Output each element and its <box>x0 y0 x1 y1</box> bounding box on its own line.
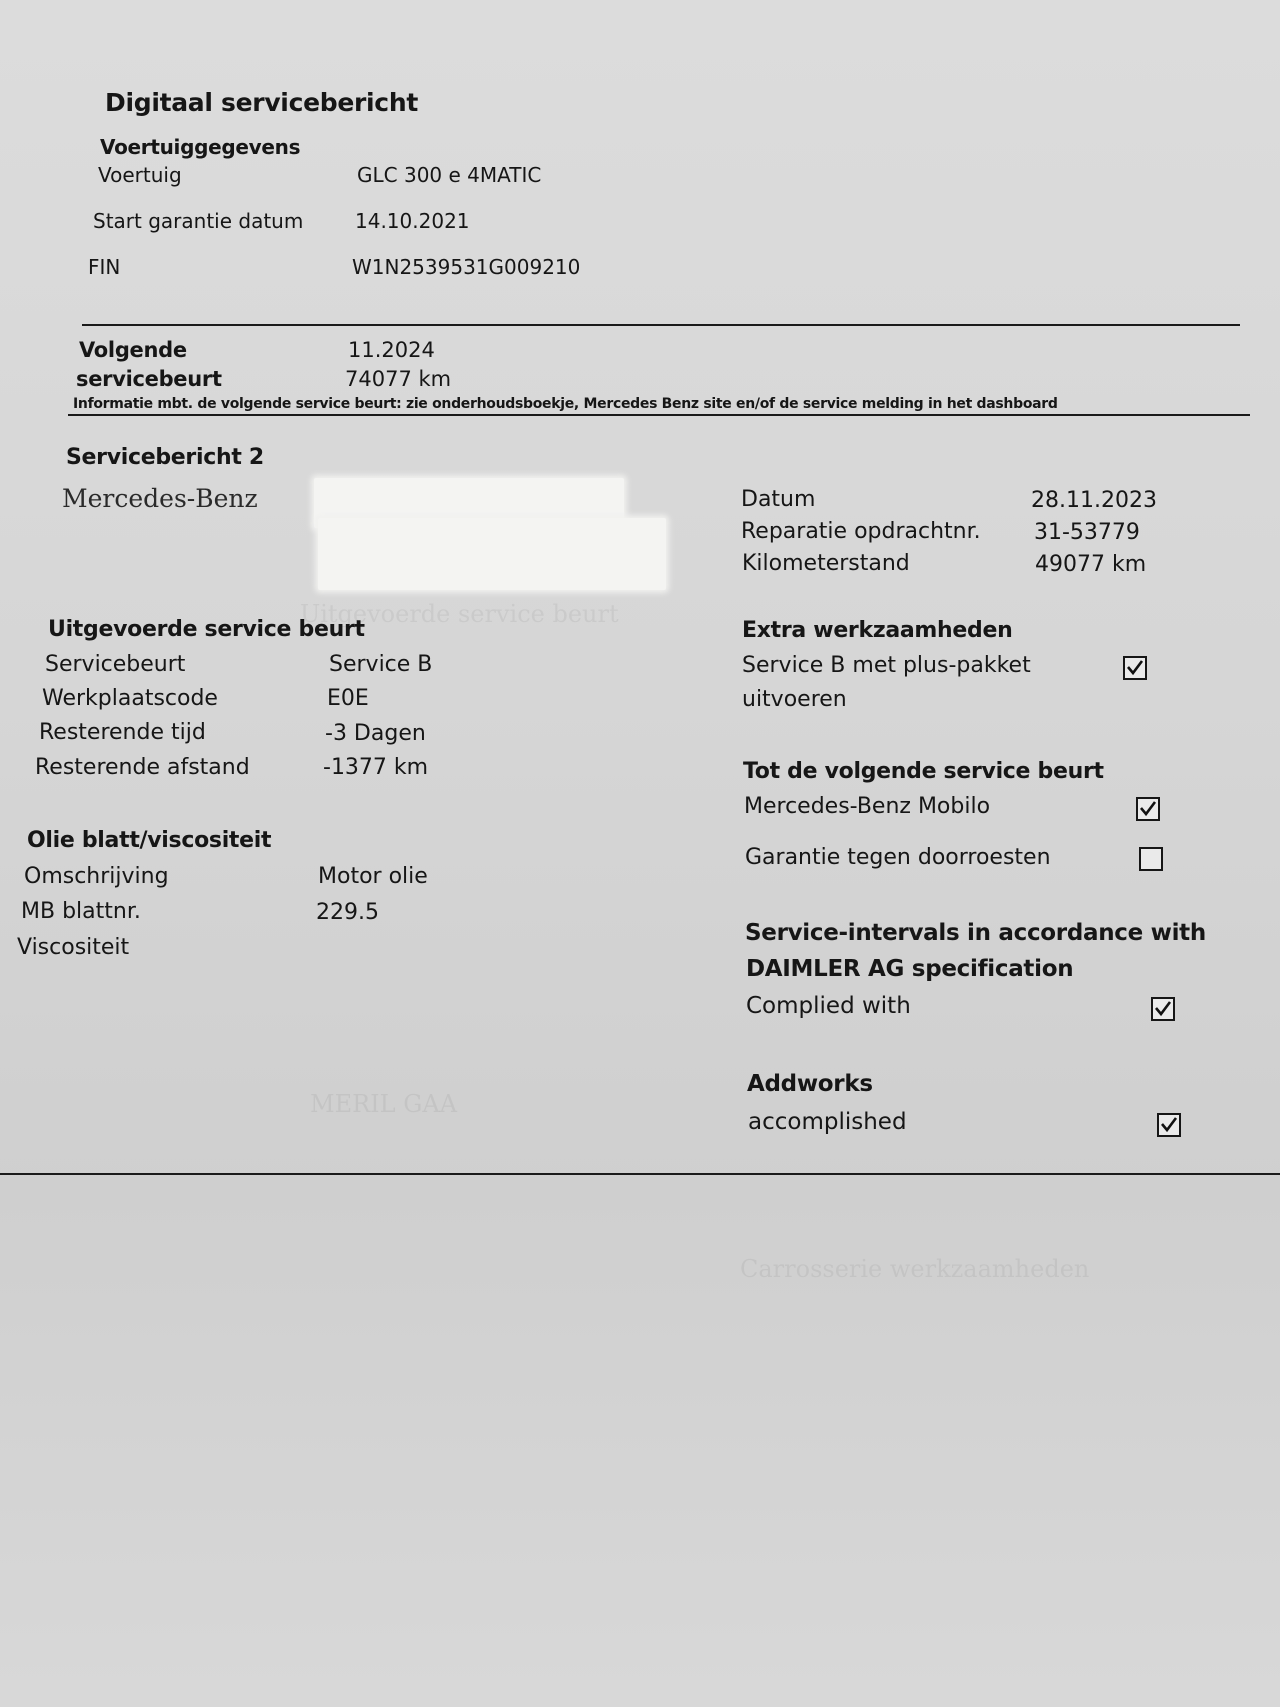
fin-label: FIN <box>88 255 121 279</box>
redacted-area <box>318 518 666 590</box>
fin-value: W1N2539531G009210 <box>352 255 581 279</box>
document-title: Digitaal servicebericht <box>105 88 418 117</box>
mobilo-label: Mercedes-Benz Mobilo <box>744 794 991 819</box>
divider <box>0 1173 1280 1175</box>
vehicle-section-title: Voertuiggegevens <box>100 135 301 159</box>
date-value: 28.11.2023 <box>1031 488 1157 513</box>
next-service-distance: 74077 km <box>345 367 452 391</box>
mb-sheet-value: 229.5 <box>316 900 379 925</box>
report-title: Servicebericht 2 <box>66 445 264 470</box>
viscosity-label: Viscositeit <box>17 935 130 960</box>
warranty-start-value: 14.10.2021 <box>355 209 470 233</box>
divider <box>82 324 1240 326</box>
addworks-item-label: accomplished <box>748 1109 907 1135</box>
mileage-label: Kilometerstand <box>742 551 910 576</box>
repair-order-label: Reparatie opdrachtnr. <box>741 519 981 544</box>
repair-order-value: 31-53779 <box>1034 520 1140 545</box>
remaining-distance-value: -1377 km <box>323 755 429 780</box>
checkmark-icon <box>1139 800 1157 818</box>
addworks-checkbox[interactable] <box>1157 1113 1181 1137</box>
intervals-checkbox[interactable] <box>1151 997 1175 1021</box>
divider <box>68 414 1250 416</box>
remaining-time-label: Resterende tijd <box>39 720 206 745</box>
remaining-time-value: -3 Dagen <box>325 721 426 746</box>
until-next-title: Tot de volgende service beurt <box>743 759 1104 784</box>
addworks-title: Addworks <box>747 1071 873 1097</box>
extra-work-title: Extra werkzaamheden <box>742 618 1013 643</box>
vehicle-label: Voertuig <box>98 163 182 187</box>
next-service-date: 11.2024 <box>348 338 435 362</box>
next-service-info: Informatie mbt. de volgende service beurt: zie onderhoudsboekje, Mercedes Benz site en/of de service melding in het dashboard <box>73 396 1058 412</box>
checkmark-icon <box>1160 1116 1178 1134</box>
next-service-label-line1: Volgende <box>79 338 187 362</box>
extra-work-item-line2: uitvoeren <box>742 687 847 712</box>
rust-warranty-checkbox[interactable] <box>1139 847 1163 871</box>
service-label: Servicebeurt <box>45 652 186 677</box>
vehicle-value: GLC 300 e 4MATIC <box>357 163 542 187</box>
mileage-value: 49077 km <box>1035 552 1147 577</box>
checkmark-icon <box>1126 659 1144 677</box>
next-service-label-line2: servicebeurt <box>76 367 222 391</box>
mobilo-checkbox[interactable] <box>1136 797 1160 821</box>
extra-work-checkbox[interactable] <box>1123 656 1147 680</box>
warranty-start-label: Start garantie datum <box>93 209 304 233</box>
performed-title: Uitgevoerde service beurt <box>48 617 365 642</box>
service-value: Service B <box>329 652 433 677</box>
remaining-distance-label: Resterende afstand <box>35 755 250 780</box>
dealer-name: Mercedes-Benz <box>62 484 258 513</box>
checkmark-icon <box>1154 1000 1172 1018</box>
intervals-title-line2: DAIMLER AG specification <box>746 956 1074 982</box>
workshop-code-label: Werkplaatscode <box>42 686 218 711</box>
workshop-code-value: E0E <box>327 686 369 711</box>
oil-title: Olie blatt/viscositeit <box>27 828 272 853</box>
intervals-item-label: Complied with <box>746 993 911 1019</box>
intervals-title-line1: Service-intervals in accordance with <box>745 920 1206 946</box>
extra-work-item-line1: Service B met plus-pakket <box>742 653 1031 678</box>
oil-description-label: Omschrijving <box>24 864 169 889</box>
oil-description-value: Motor olie <box>318 864 428 889</box>
mb-sheet-label: MB blattnr. <box>21 899 141 924</box>
rust-warranty-label: Garantie tegen doorroesten <box>745 845 1051 870</box>
date-label: Datum <box>741 487 816 512</box>
